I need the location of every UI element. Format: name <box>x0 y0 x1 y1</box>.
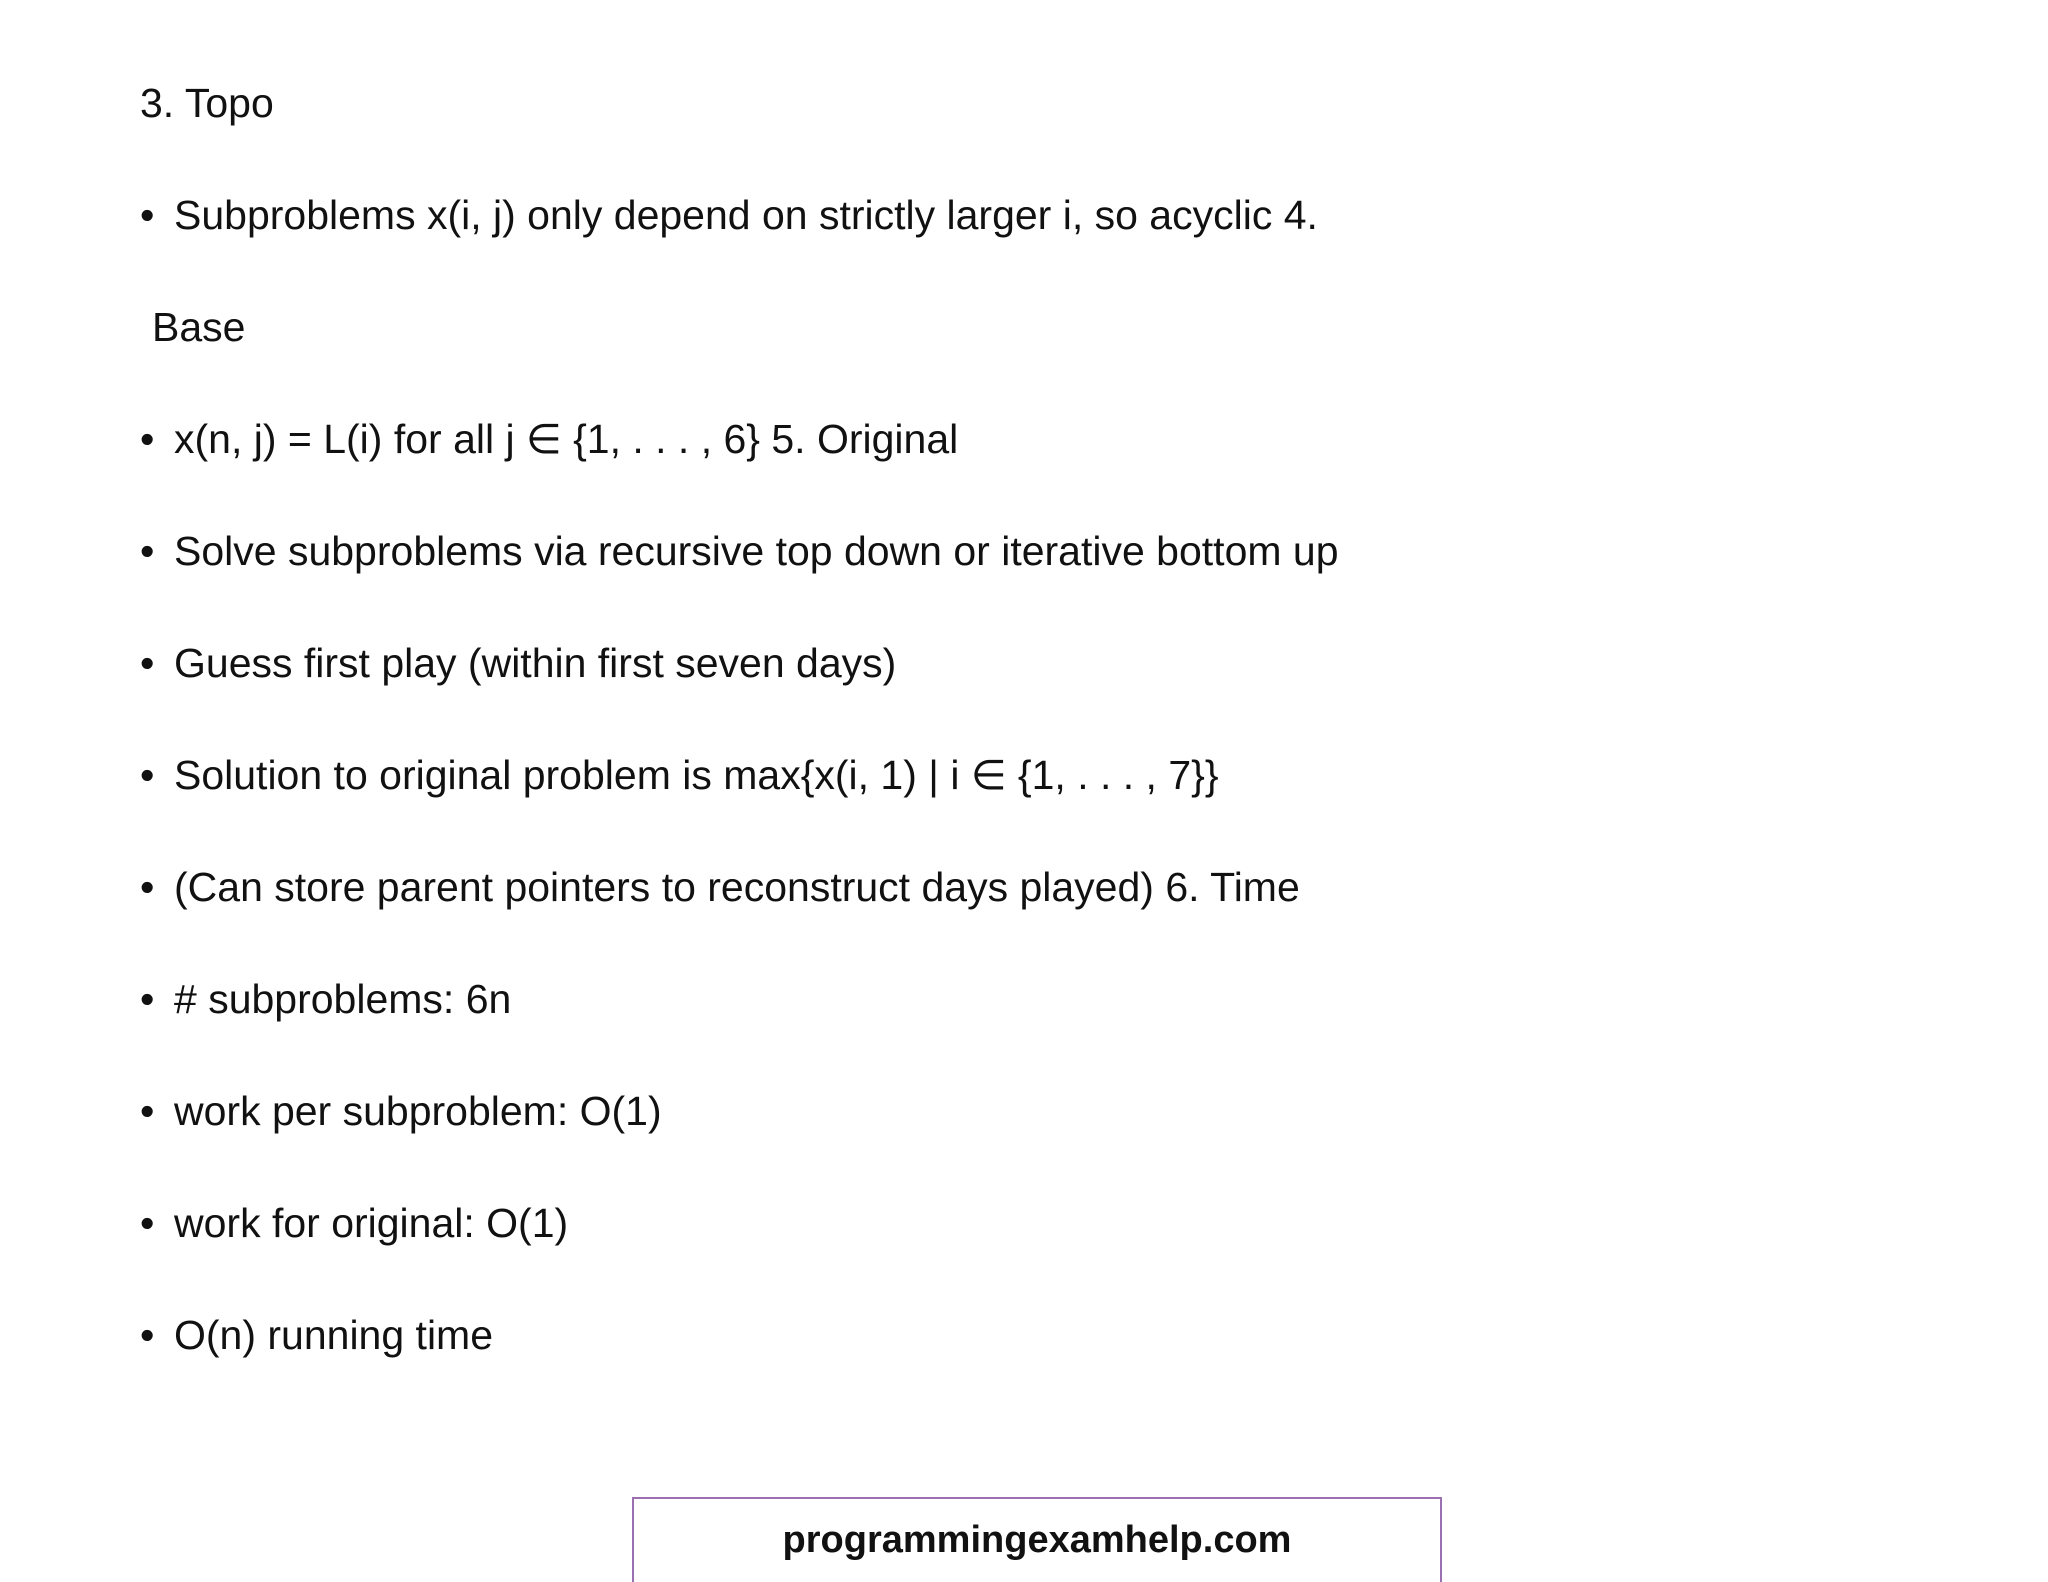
bullet-text: Guess first play (within first seven days) <box>174 640 897 686</box>
section-heading-topo <box>140 78 274 128</box>
bullet-item <box>140 974 511 1024</box>
footer-website-box <box>632 1497 1442 1582</box>
bullet-item <box>140 414 958 464</box>
section-heading-base <box>152 302 245 352</box>
bullet-icon: • <box>140 1312 155 1358</box>
bullet-icon: • <box>140 976 155 1022</box>
bullet-text: (Can store parent pointers to reconstruct days played) 6. Time <box>174 864 1300 910</box>
bullet-item <box>140 190 1318 240</box>
footer-website-text: programmingexamhelp.com <box>782 1519 1292 1561</box>
heading-text: 3. Topo <box>140 80 274 126</box>
bullet-item <box>140 1086 662 1136</box>
bullet-item <box>140 1198 568 1248</box>
bullet-text: work per subproblem: O(1) <box>174 1088 662 1134</box>
bullet-item <box>140 750 1219 800</box>
bullet-icon: • <box>140 416 155 462</box>
bullet-icon: • <box>140 752 155 798</box>
bullet-item <box>140 526 1339 576</box>
bullet-icon: • <box>140 640 155 686</box>
bullet-text: Solution to original problem is max{x(i, 1) | i ∈ {1, . . . , 7}} <box>174 752 1219 798</box>
bullet-icon: • <box>140 1088 155 1134</box>
bullet-item <box>140 638 896 688</box>
bullet-text: work for original: O(1) <box>174 1200 569 1246</box>
bullet-icon: • <box>140 1200 155 1246</box>
bullet-text: Solve subproblems via recursive top down or iterative bottom up <box>174 528 1339 574</box>
bullet-text: x(n, j) = L(i) for all j ∈ {1, . . . , 6} 5. Original <box>174 416 959 462</box>
bullet-item <box>140 862 1300 912</box>
bullet-text: Subproblems x(i, j) only depend on strictly larger i, so acyclic 4. <box>174 192 1318 238</box>
bullet-item <box>140 1310 493 1360</box>
bullet-icon: • <box>140 864 155 910</box>
bullet-text: O(n) running time <box>174 1312 494 1358</box>
bullet-icon: • <box>140 192 155 238</box>
bullet-icon: • <box>140 528 155 574</box>
base-text: Base <box>152 304 246 350</box>
bullet-text: # subproblems: 6n <box>174 976 512 1022</box>
